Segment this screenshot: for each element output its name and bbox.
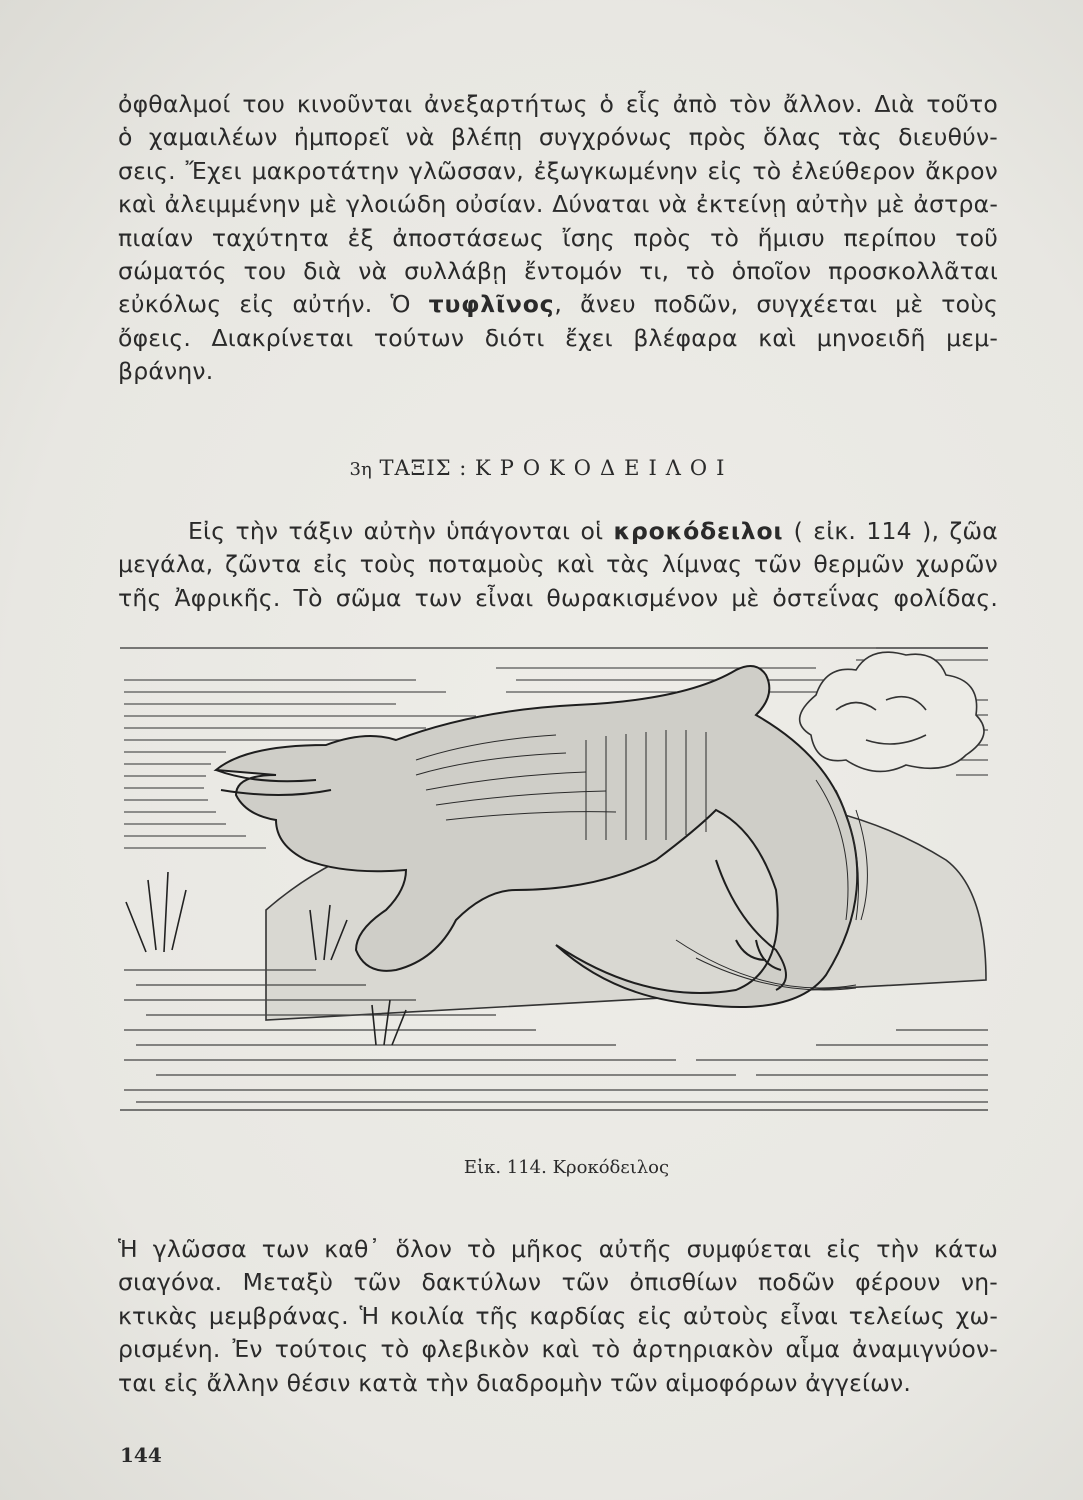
text-line: καὶ ἀλειμμένην μὲ γλοιώδη οὐσίαν. Δύναται νὰ ἐκτείνῃ αὐτὴν μὲ ἀστρα-: [118, 190, 998, 219]
text-fragment: εὐκόλως εἰς αὐτήν. Ὁ: [118, 290, 429, 319]
text-line: πιαίαν ταχύτητα ἐξ ἀποστάσεως ἴσης πρὸς τὸ ἥμισυ περίπου τοῦ: [118, 223, 998, 252]
text-line: ρισμένη. Ἐν τούτοις τὸ φλεβικὸν καὶ τὸ ἀρτηριακὸν αἷμα ἀναμιγνύον-: [118, 1335, 998, 1364]
paragraph-chameleon: [118, 88, 998, 389]
text-fragment: Εἰς τὴν τάξιν αὐτὴν ὑπάγονται οἱ: [188, 517, 614, 545]
crocodile-illustration: [116, 640, 996, 1115]
cloud-drawing: [800, 652, 984, 771]
text-fragment: ( εἰκ. 114 ), ζῶα: [783, 517, 998, 545]
text-line: σεις. Ἔχει μακροτάτην γλῶσσαν, ἐξωγκωμένην εἰς τὸ ἐλεύθερον ἄκρον: [118, 156, 998, 185]
text-fragment: , ἄνευ ποδῶν, συγχέεται μὲ τοὺς: [554, 290, 998, 319]
text-line: τῆς Ἀφρικῆς. Τὸ σῶμα των εἶναι θωρακισμένον μὲ ὀστεΐνας φολίδας.: [118, 583, 998, 612]
text-line: [118, 515, 998, 548]
text-line: κτικὰς μεμβράνας. Ἡ κοιλία τῆς καρδίας εἰς αὐτοὺς εἶναι τελείως χω-: [118, 1301, 998, 1330]
text-line: βράνην.: [118, 357, 214, 386]
text-line: σώματός του διὰ νὰ συλλάβῃ ἔντομόν τι, τὸ ὁποῖον προσκολλᾶται: [118, 257, 998, 286]
figure-caption: Εἰκ. 114. Κροκόδειλος: [463, 1157, 670, 1178]
heading-order: 3η: [349, 459, 372, 480]
heading-label: ΤΑΞΙΣ :: [379, 456, 468, 480]
text-line: ὀφθαλμοί του κινοῦνται ἀνεξαρτήτως ὁ εἷς ἀπὸ τὸν ἄλλον. Διὰ τοῦτο: [118, 90, 998, 118]
bold-term-typhlinos: τυφλῖνος: [428, 290, 555, 319]
text-line: Ἡ γλῶσσα των καθ᾽ ὅλον τὸ μῆκος αὐτῆς συμφύεται εἰς τὴν κάτω: [118, 1235, 998, 1263]
text-line: [118, 288, 998, 321]
bold-term-krokodeiloi: κροκόδειλοι: [613, 517, 784, 545]
text-line: μεγάλα, ζῶντα εἰς τοὺς ποταμοὺς καὶ τὰς λίμνας τῶν θερμῶν χωρῶν: [118, 550, 998, 579]
page-number: 144: [120, 1443, 162, 1467]
text-line: ὄφεις. Διακρίνεται τούτων διότι ἔχει βλέφαρα καὶ μηνοειδῆ μεμ-: [118, 323, 998, 352]
text-line: ται εἰς ἄλλην θέσιν κατὰ τὴν διαδρομὴν τῶν αἱμοφόρων ἀγγείων.: [118, 1368, 912, 1397]
paragraph-crocodiles: [118, 515, 998, 615]
section-heading: [0, 456, 1083, 480]
heading-title: ΚΡΟΚΟΔΕΙΛΟΙ: [475, 456, 734, 480]
paragraph-tongue-heart: [118, 1233, 998, 1400]
text-line: σιαγόνα. Μεταξὺ τῶν δακτύλων τῶν ὀπισθίων ποδῶν φέρουν νη-: [118, 1268, 998, 1297]
text-line: ὁ χαμαιλέων ἠμπορεῖ νὰ βλέπῃ συγχρόνως πρὸς ὅλας τὰς διευθύν-: [118, 123, 998, 152]
